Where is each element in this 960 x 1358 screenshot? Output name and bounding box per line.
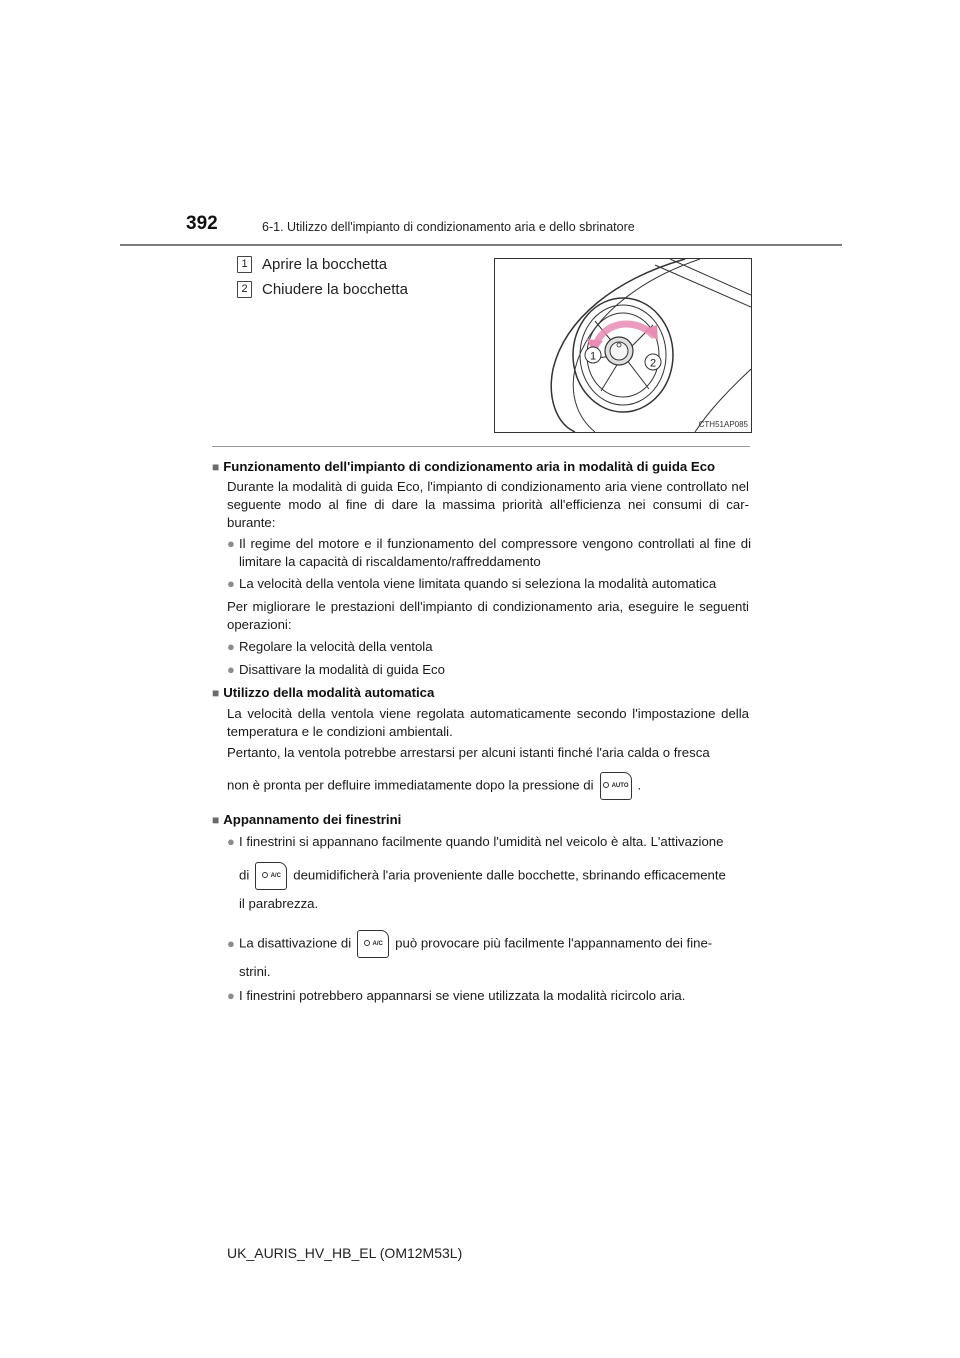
list-item-text: il parabrezza. <box>239 896 319 911</box>
list-item <box>227 987 751 1005</box>
auto-paragraph-2-text: non è pronta per defluire immediatamente dopo la pressione di <box>227 777 594 793</box>
list-item <box>227 930 751 958</box>
header-divider <box>120 244 842 246</box>
list-item-cont <box>227 963 751 981</box>
heading-eco-mode: ■ Funzionamento dell'impianto di condizionamento aria in modalità di guida Eco <box>212 458 752 476</box>
bullet-icon: ● <box>227 936 235 951</box>
auto-paragraph-2: Pertanto, la ventola potrebbe arrestarsi per alcuni istanti finché l'aria calda o fresca <box>227 745 710 760</box>
list-item-text: I finestrini potrebbero appannarsi se viene utilizzata la modalità ricircolo aria. <box>239 988 686 1003</box>
list-item-text: Disattivare la modalità di guida Eco <box>239 662 445 677</box>
vent-illustration <box>494 258 752 433</box>
list-item-text: può provocare più facilmente l'appannamento dei fine- <box>395 935 713 951</box>
step-number: 2 <box>237 281 252 298</box>
auto-paragraph-1: La velocità della ventola viene regolata automaticamente secondo l'impostazione della temperatura e le condizioni ambientali. <box>227 706 749 739</box>
eco-intro: Durante la modalità di guida Eco, l'impianto di condizionamento aria viene controllato nel seguente modo al fine di dare la massima priorità all'efficienza nei consumi di car-burante: <box>227 479 749 530</box>
callout-1: 1 <box>589 350 597 363</box>
step-close-vent <box>237 281 408 298</box>
step-number: 1 <box>237 256 252 273</box>
list-item <box>227 833 751 851</box>
illustration-code: CTH51AP085 <box>698 420 748 429</box>
bullet-icon: ● <box>227 536 235 551</box>
ac-button-icon: A/C <box>255 862 287 890</box>
bullet-icon: ● <box>227 834 235 849</box>
list-item <box>227 535 751 571</box>
list-item <box>227 575 751 593</box>
section-title: 6-1. Utilizzo dell'impianto di condizionamento aria e dello sbrinatore <box>262 220 635 234</box>
page-number: 392 <box>186 213 218 234</box>
list-item-cont <box>227 862 751 890</box>
list-item-text: I finestrini si appannano facilmente quando l'umidità nel veicolo è alta. L'attivazione <box>239 834 724 849</box>
list-item-text: di <box>239 867 250 883</box>
list-item-text: La velocità della ventola viene limitata quando si seleziona la modalità automatica <box>239 576 717 591</box>
heading-window-fog: ■ Appannamento dei finestrini <box>212 811 752 829</box>
callout-2: 2 <box>649 357 657 370</box>
eco-improve-text: Per migliorare le prestazioni dell'impianto di condizionamento aria, eseguire le seguenti operazioni: <box>227 599 749 632</box>
sentence-end: . <box>637 777 642 793</box>
heading-auto-mode: ■ Utilizzo della modalità automatica <box>212 684 752 702</box>
step-label: Aprire la bocchetta <box>262 256 388 273</box>
list-item-text: strini. <box>239 964 271 979</box>
ac-button-icon: A/C <box>357 930 389 958</box>
section-divider <box>212 446 750 447</box>
document-code: UK_AURIS_HV_HB_EL (OM12M53L) <box>227 1245 463 1261</box>
list-item-text: La disattivazione di <box>239 935 352 951</box>
bullet-icon: ● <box>227 662 235 677</box>
auto-button-icon: AUTO <box>600 772 632 800</box>
list-item <box>227 638 751 656</box>
auto-paragraph-2-cont <box>227 772 749 800</box>
list-item-text: Il regime del motore e il funzionamento del compressore vengono controllati al fine di limitare la capacità di riscaldamento/raffreddamento <box>239 536 751 569</box>
list-item-text: Regolare la velocità della ventola <box>239 639 433 654</box>
list-item-cont <box>227 895 751 913</box>
bullet-icon: ● <box>227 576 235 591</box>
step-open-vent <box>237 256 387 273</box>
bullet-icon: ● <box>227 639 235 654</box>
list-item <box>227 661 751 679</box>
list-item-text: deumidificherà l'aria proveniente dalle bocchette, sbrinando efficacemente <box>293 867 726 883</box>
vent-drawing <box>495 259 751 432</box>
bullet-icon: ● <box>227 988 235 1003</box>
step-label: Chiudere la bocchetta <box>262 281 408 298</box>
